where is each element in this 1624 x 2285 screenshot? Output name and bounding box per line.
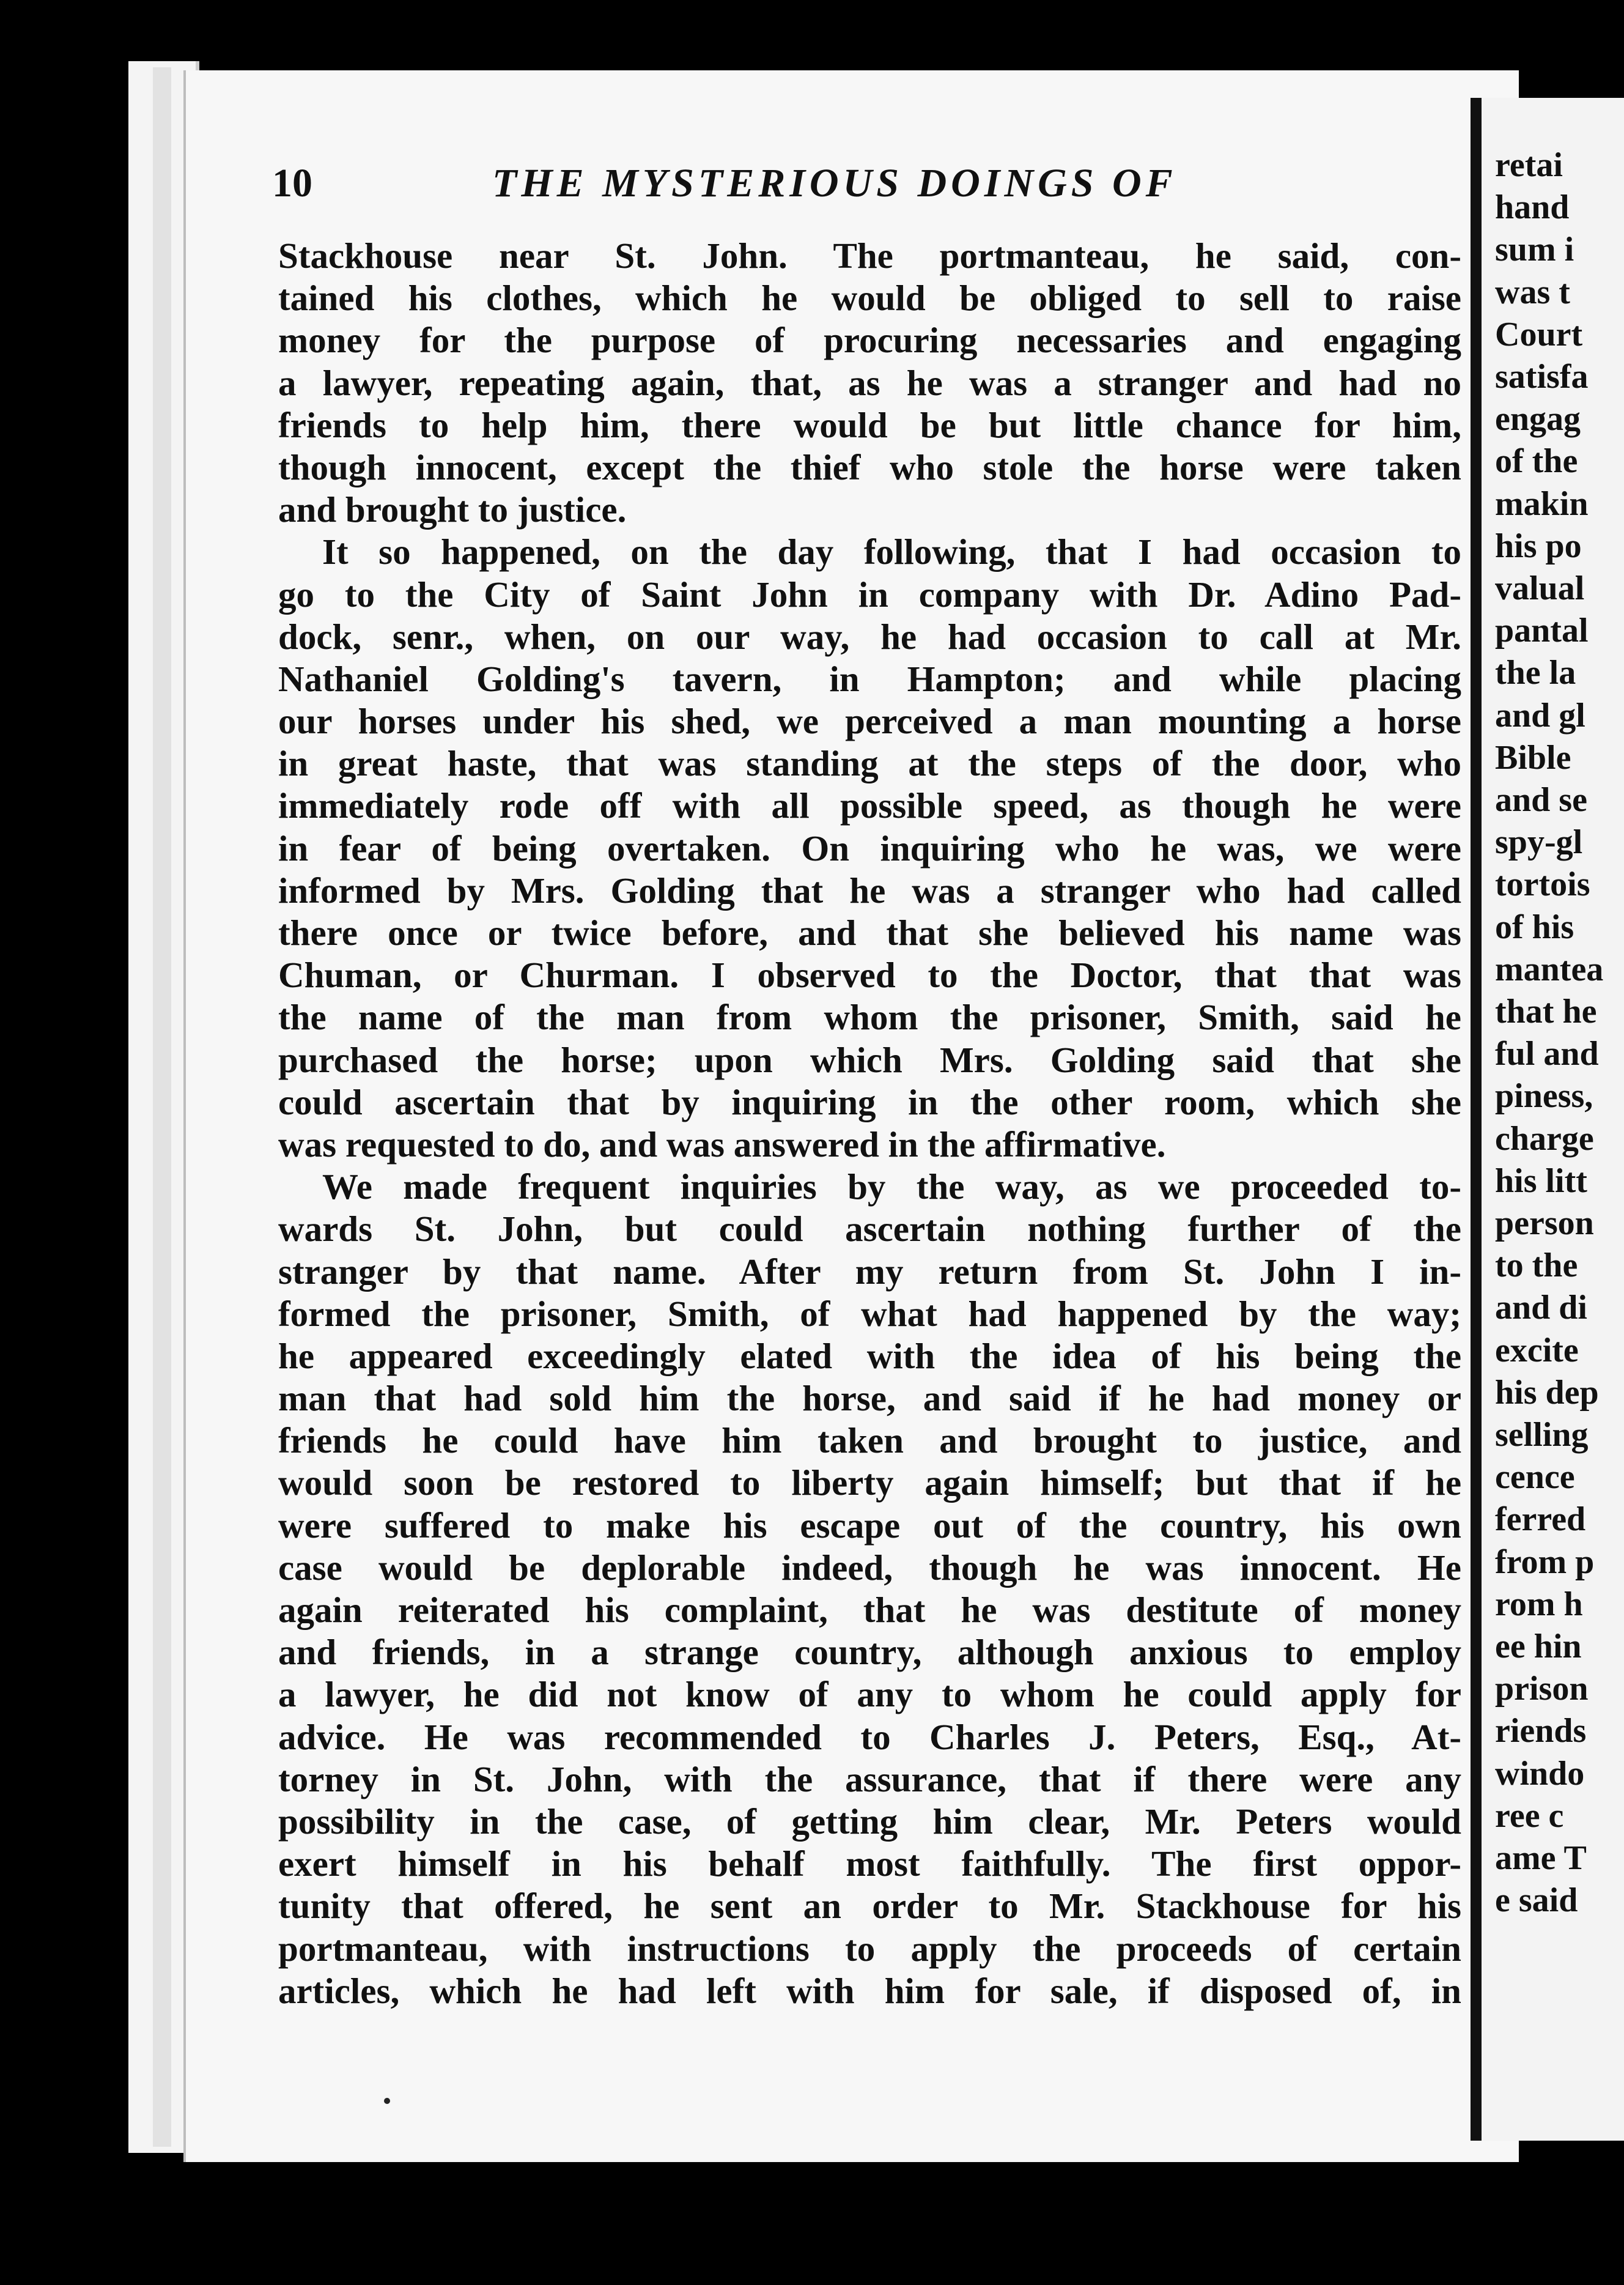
adjacent-page-line: windo <box>1495 1754 1585 1793</box>
text-line: again reiterated his complaint, that he was destitute of money <box>278 1590 1461 1630</box>
adjacent-page-line: valual <box>1495 569 1585 607</box>
text-line: a lawyer, he did not know of any to whom he could apply for <box>278 1674 1461 1715</box>
text-line: We made frequent inquiries by the way, as we proceeded to- <box>322 1166 1461 1207</box>
text-line: in fear of being overtaken. On inquiring who he was, we were <box>278 828 1461 868</box>
adjacent-page-fragment <box>1471 98 1624 2141</box>
text-line: were suffered to make his escape out of the country, his own <box>278 1505 1461 1546</box>
text-line: dock, senr., when, on our way, he had occasion to call at Mr. <box>278 616 1461 657</box>
text-line: the name of the man from whom the prisoner, Smith, said he <box>278 997 1461 1038</box>
adjacent-page-line: selling <box>1495 1416 1589 1454</box>
adjacent-page-line: of his <box>1495 908 1574 946</box>
text-line: immediately rode off with all possible speed, as though he were <box>278 785 1461 826</box>
adjacent-page-line: and se <box>1495 781 1587 819</box>
text-line: in great haste, that was standing at the steps of the door, who <box>278 743 1461 784</box>
text-line: formed the prisoner, Smith, of what had happened by the way; <box>278 1293 1461 1334</box>
adjacent-page-line: retai <box>1495 146 1563 184</box>
running-head <box>272 160 1250 209</box>
text-line: was requested to do, and was answered in the affirmative. <box>278 1124 1166 1165</box>
adjacent-page-line: rom h <box>1495 1585 1583 1623</box>
text-line: purchased the horse; upon which Mrs. Golding said that she <box>278 1039 1461 1080</box>
adjacent-page-line: excite <box>1495 1331 1579 1369</box>
page-number: 10 <box>272 161 312 206</box>
adjacent-page-line: ame T <box>1495 1839 1587 1877</box>
adjacent-page-line: his litt <box>1495 1161 1587 1200</box>
adjacent-page-line: makin <box>1495 484 1589 523</box>
text-line: case would be deplorable indeed, though he was innocent. He <box>278 1547 1461 1588</box>
text-line: Stackhouse near St. John. The portmanteau, he said, con- <box>278 235 1461 276</box>
body-text <box>278 235 1461 2012</box>
adjacent-page-line: piness, <box>1495 1077 1593 1116</box>
adjacent-page-line: hand <box>1495 188 1570 227</box>
adjacent-page-line: charge <box>1495 1119 1594 1158</box>
text-line: advice. He was recommended to Charles J. Peters, Esq., At- <box>278 1716 1461 1757</box>
text-line: It so happened, on the day following, that I had occasion to <box>322 531 1461 572</box>
text-line: stranger by that name. After my return from St. John I in- <box>278 1251 1461 1292</box>
adjacent-page-line: spy-gl <box>1495 823 1583 862</box>
adjacent-page-line: his po <box>1495 527 1582 565</box>
adjacent-page-line: his dep <box>1495 1373 1599 1412</box>
text-line: could ascertain that by inquiring in the other room, which she <box>278 1081 1461 1122</box>
text-line: money for the purpose of procuring necessaries and engaging <box>278 320 1461 361</box>
adjacent-page-line: pantal <box>1495 612 1589 650</box>
text-line: a lawyer, repeating again, that, as he was a stranger and had no <box>278 362 1461 403</box>
adjacent-page-line: engag <box>1495 400 1581 439</box>
adjacent-page-line: of the <box>1495 442 1578 481</box>
text-line: man that had sold him the horse, and said if he had money or <box>278 1378 1461 1419</box>
text-line: exert himself in his behalf most faithfully. The first oppor- <box>278 1843 1461 1884</box>
text-line: there once or twice before, and that she believed his name was <box>278 913 1461 953</box>
adjacent-page-line: Bible <box>1495 738 1571 777</box>
text-line: he appeared exceedingly elated with the idea of his being the <box>278 1335 1461 1376</box>
adjacent-page-line: cence <box>1495 1458 1575 1497</box>
adjacent-page-line: riends <box>1495 1712 1587 1750</box>
adjacent-page-line: ee hin <box>1495 1628 1582 1665</box>
adjacent-page-line: mantea <box>1495 950 1604 988</box>
adjacent-page-line: e said <box>1495 1881 1578 1920</box>
adjacent-page-line: Court <box>1495 315 1583 354</box>
text-line: and brought to justice. <box>278 489 627 530</box>
adjacent-page-line: prison <box>1495 1670 1589 1708</box>
text-line: Nathaniel Golding's tavern, in Hampton; and while placing <box>278 658 1461 699</box>
adjacent-page-line: satisfa <box>1495 358 1589 396</box>
adjacent-page-line: to the <box>1495 1246 1578 1285</box>
text-line: torney in St. John, with the assurance, that if there were any <box>278 1758 1461 1799</box>
adjacent-page-line: the la <box>1495 654 1576 692</box>
text-line: possibility in the case, of getting him clear, Mr. Peters would <box>278 1801 1461 1842</box>
text-line: friends he could have him taken and brought to justice, and <box>278 1420 1461 1461</box>
text-line: go to the City of Saint John in company with Dr. Adino Pad- <box>278 574 1461 615</box>
print-speck <box>384 2098 390 2104</box>
text-line: our horses under his shed, we perceived a man mounting a horse <box>278 701 1461 742</box>
text-line: tained his clothes, which he would be obliged to sell to raise <box>278 278 1461 319</box>
adjacent-page-line: and gl <box>1495 696 1585 735</box>
adjacent-page-line: ferred <box>1495 1500 1586 1539</box>
adjacent-page-line: person <box>1495 1204 1594 1242</box>
adjacent-page-line: and di <box>1495 1289 1587 1327</box>
text-line: wards St. John, but could ascertain nothing further of the <box>278 1209 1461 1250</box>
adjacent-page-line: from p <box>1495 1542 1595 1581</box>
adjacent-page-line: ful and <box>1495 1035 1599 1073</box>
text-line: informed by Mrs. Golding that he was a stranger who had called <box>278 870 1461 911</box>
text-line: articles, which he had left with him for sale, if disposed of, in <box>278 1970 1461 2011</box>
adjacent-page-line: that he <box>1495 993 1597 1031</box>
text-line: tunity that offered, he sent an order to Mr. Stackhouse for his <box>278 1886 1461 1927</box>
binding-edge-shadow <box>153 67 171 2147</box>
adjacent-page-line: was t <box>1495 273 1570 311</box>
text-line: friends to help him, there would be but little chance for him, <box>278 404 1461 445</box>
adjacent-page-line: tortois <box>1495 865 1590 904</box>
text-line: and friends, in a strange country, although anxious to employ <box>278 1632 1461 1673</box>
text-line: would soon be restored to liberty again himself; but that if he <box>278 1462 1461 1503</box>
running-head-title: THE MYSTERIOUS DOINGS OF <box>492 161 1177 206</box>
text-line: Chuman, or Churman. I observed to the Doctor, that that was <box>278 955 1461 996</box>
adjacent-page-line: sum i <box>1495 231 1574 269</box>
text-line: portmanteau, with instructions to apply the proceeds of certain <box>278 1928 1461 1969</box>
text-line: though innocent, except the thief who stole the horse were taken <box>278 446 1461 487</box>
adjacent-page-line: ree c <box>1495 1796 1564 1835</box>
